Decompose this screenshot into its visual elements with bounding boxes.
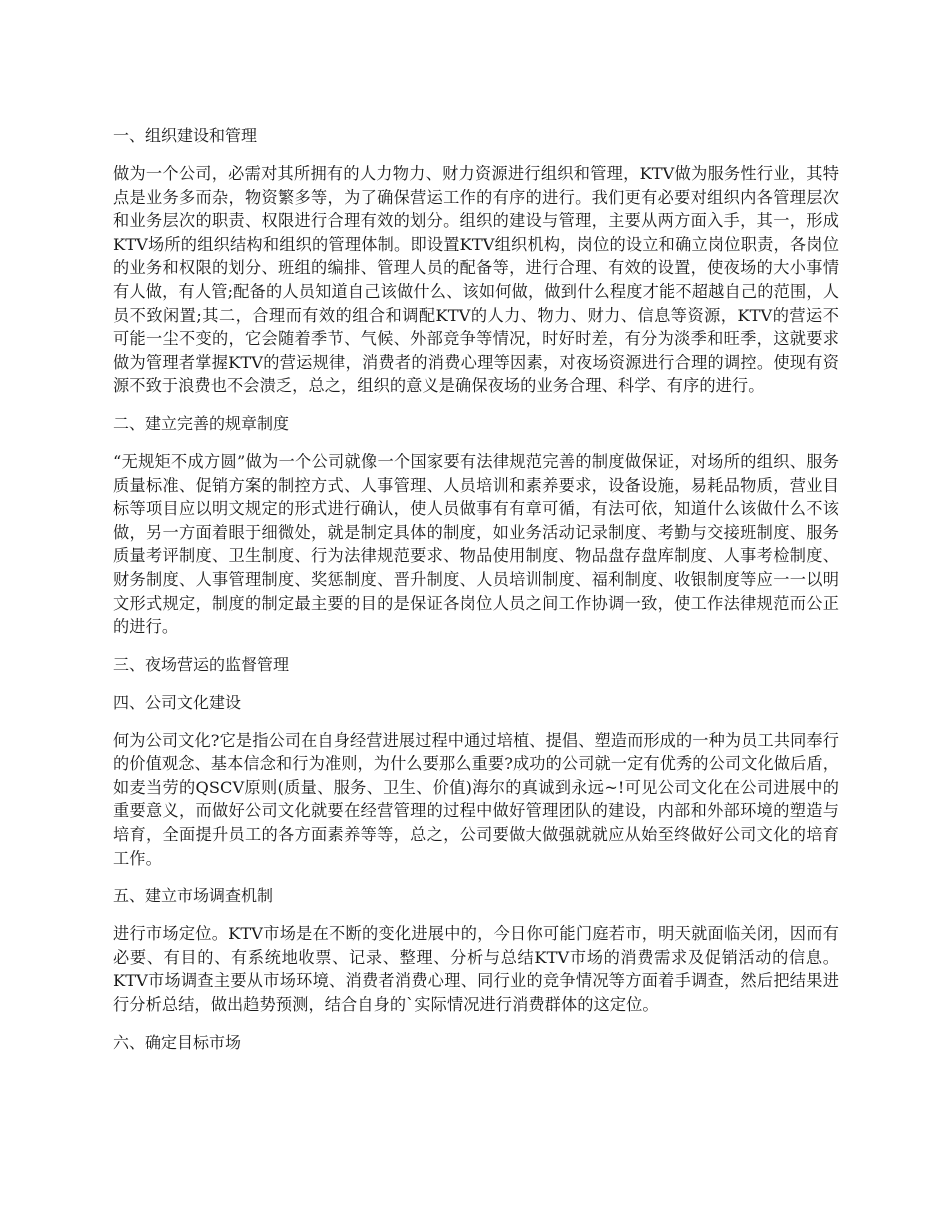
section-heading-2: 二、建立完善的规章制度	[113, 413, 290, 433]
section-paragraph-4: 何为公司文化?它是指公司在自身经营进展过程中通过培植、提倡、塑造而形成的一种为员工共同奉行的价值观念、基本信念和行为准则，为什么要那么重要?成功的公司就一定有优秀的公司文化做后盾，如麦当劳的QSCV原则(质量、服务、卫生、价值)海尔的真诚到永远~!可见公司文化在公司进展中的重要意义，而做好公司文化就要在经营管理的过程中做好管理团队的建设，内部和外部环境的塑造与培育，全面提升员工的各方面素养等等，总之，公司要做大做强就就应从始至终做好公司文化的培育工作。	[113, 730, 839, 868]
section-paragraph-1: 做为一个公司，必需对其所拥有的人力物力、财力资源进行组织和管理，KTV做为服务性行业，其特点是业务多而杂，物资繁多等，为了确保营运工作的有序的进行。我们更有必要对组织内各管理层次和业务层次的职责、权限进行合理有效的划分。组织的建设与管理，主要从两方面入手，其一，形成KTV场所的组织结构和组织的管理体制。即设置KTV组织机构，岗位的设立和确立岗位职责，各岗位的业务和权限的划分、班组的编排、管理人员的配备等，进行合理、有效的设置，使夜场的大小事情有人做，有人管;配备的人员知道自己该做什么、该如何做，做到什么程度才能不超越自己的范围，人员不致闲置;其二，合理而有效的组合和调配KTV的人力、物力、财力、信息等资源，KTV的营运不可能一尘不变的，它会随着季节、气候、外部竞争等情况，时好时差，有分为淡季和旺季，这就要求做为管理者掌握KTV的营运规律，消费者的消费心理等因素，对夜场资源进行合理的调控。使现有资源不致于浪费也不会溃乏，总之，组织的意义是确保夜场的业务合理、科学、有序的进行。	[113, 164, 839, 396]
document-body	[113, 124, 839, 1069]
section-heading-5: 五、建立市场调查机制	[113, 886, 274, 906]
section-paragraph-5: 进行市场定位。KTV市场是在不断的变化进展中的，今日你可能门庭若市，明天就面临关闭，因而有必要、有目的、有系统地收票、记录、整理、分析与总结KTV市场的消费需求及促销活动的信息。KTV市场调查主要从市场环境、消费者消费心理、同行业的竞争情况等方面着手调查，然后把结果进行分析总结，做出趋势预测，结合自身的`实际情况进行消费群体的这定位。	[113, 924, 839, 1015]
section-heading-6: 六、确定目标市场	[113, 1032, 242, 1052]
section-paragraph-2: “无规矩不成方圆”做为一个公司就像一个国家要有法律规范完善的制度做保证，对场所的组织、服务质量标准、促销方案的制控方式、人事管理、人员培训和素养要求，设备设施，易耗品物质，营业目标等项目应以明文规定的形式进行确认，使人员做事有有章可循，有法可依，知道什么该做什么不该做，另一方面着眼于细微处，就是制定具体的制度，如业务活动记录制度、考勤与交接班制度、服务质量考评制度、卫生制度、行为法律规范要求、物品使用制度、物品盘存盘库制度、人事考检制度、财务制度、人事管理制度、奖惩制度、晋升制度、人员培训制度、福利制度、收银制度等应一一以明文形式规定，制度的制定最主要的目的是保证各岗位人员之间工作协调一致，使工作法律规范而公正的进行。	[113, 451, 839, 637]
section-heading-1: 一、组织建设和管理	[113, 126, 258, 145]
section-heading-4: 四、公司文化建设	[113, 692, 242, 712]
section-heading-3: 三、夜场营运的监督管理	[113, 654, 290, 674]
